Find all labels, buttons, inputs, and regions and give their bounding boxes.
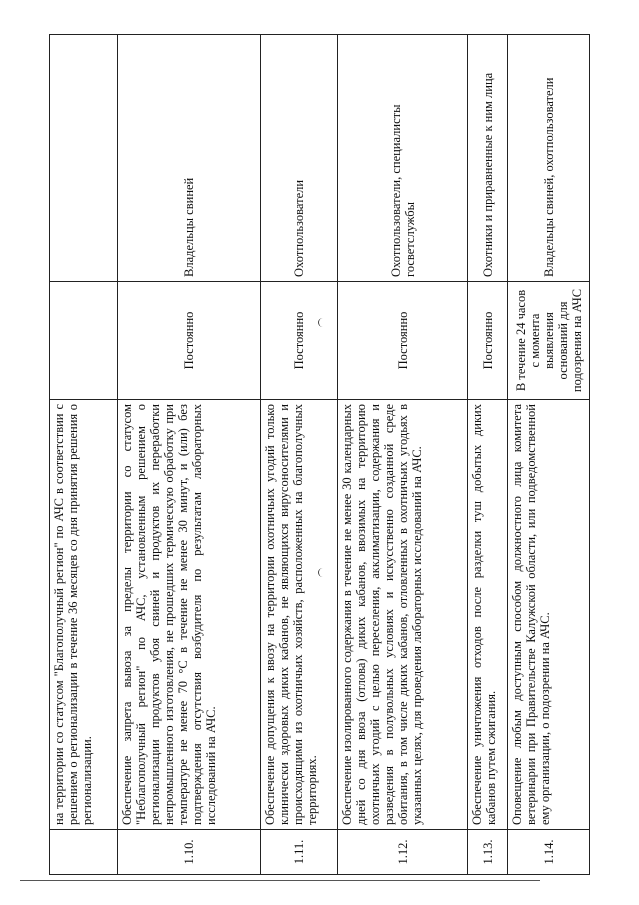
table-row [261,35,338,875]
measure-text: Обеспечение изолированного содержания в течение не менее 30 календарных дней со дня ввоза (отлова) диких кабанов, ввозимых на территорию охотничьих угодий с целью переселения, акклиматизации, содержания и разведения в полувольных условиях и искусственно созданной среде обитания, в том числе диких кабанов, отловленных в охотничьих угодьях в указанных целях, для проведения лабораторных исследований на АЧС. [338,400,468,830]
table-row [508,35,590,875]
row-number [50,830,118,875]
responsible-text: Охотники и приравненные к ним лица [468,35,508,282]
responsible-text: Охотпользователи, специалисты госветслужбы [338,35,468,282]
table-row [50,35,118,875]
measure-text: Обеспечение уничтожения отходов после разделки туш добытых диких кабанов путем сжигания. [468,400,508,830]
period-text: Постоянно [338,282,468,400]
responsible-text: Владельцы свиней, охотпользователи [508,35,590,282]
period-text: В течение 24 часов с момента выявления оснований для подозрения на АЧС [508,282,590,400]
table-row [118,35,261,875]
page-edge-line [20,880,540,881]
table-row [468,35,508,875]
period-text: Постоянно [118,282,261,400]
row-number: 1.13. [468,830,508,875]
period-text: Постоянно [468,282,508,400]
measure-text: на территории со статусом "Благополучный регион" по АЧС в соответствии с решением о регионализации в течение 36 месяцев со дня принятия решения о регионализации. [50,400,118,830]
measure-text: Оповещение любым доступным способом должностного лица комитета ветеринарии при Правительстве Калужской области, или подведомственной ему организации, о подозрении на АЧС. [508,400,590,830]
period-text [50,282,118,400]
period-text: Постоянно [261,282,338,400]
measures-table [49,34,590,875]
table-row [338,35,468,875]
row-number: 1.14. [508,830,590,875]
responsible-text [50,35,118,282]
measure-text: Обеспечение запрета вывоза за пределы территории со статусом "Неблагополучный регион" по АЧС, установленным решением о регионализации продуктов убоя свиней и продуктов их переработки непромышленного изготовления, не прошедших термическую обработку при температуре не менее 70 °С в течение не менее 30 минут, и (или) без подтверждения отсутствия возбудителя по результатам лабораторных исследований на АЧС. [118,400,261,830]
responsible-text: Владельцы свиней [118,35,261,282]
rotated-table-wrapper [49,35,589,875]
row-number: 1.10. [118,830,261,875]
row-number: 1.12. [338,830,468,875]
responsible-text: Охотпользователи [261,35,338,282]
measure-text: Обеспечение допущения к ввозу на территории охотничьих угодий только клинически здоровых диких кабанов, не являющихся вирусоносителями и происходящими из охотничьих хозяйств, расположенных на благополучных территориях. [261,400,338,830]
row-number: 1.11. [261,830,338,875]
